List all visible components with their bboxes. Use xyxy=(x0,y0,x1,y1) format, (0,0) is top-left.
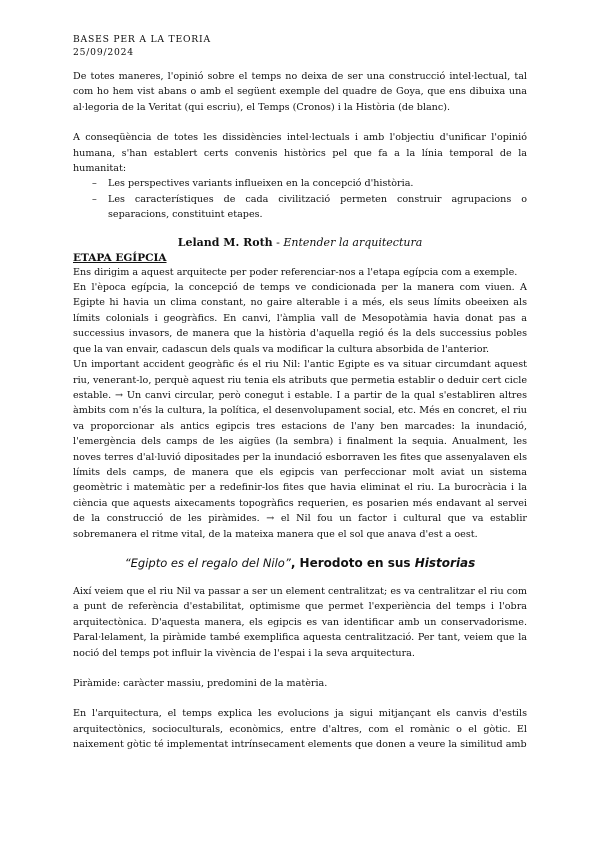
list-item: – Les perspectives variants influeixen en la concepció d'història. xyxy=(92,178,414,190)
body-paragraph-2: Piràmide: caràcter massiu, predomini de la matèria. xyxy=(73,678,328,689)
document-date: 25/09/2024 xyxy=(73,46,134,58)
section-heading: ETAPA EGÍPCIA xyxy=(73,251,167,264)
roth-work: Entender la arquitectura xyxy=(283,235,423,249)
herodoto-quote: “Egipto es el regalo del Nilo” xyxy=(124,555,291,570)
roth-separator: - xyxy=(272,235,284,249)
document-page xyxy=(73,34,527,753)
intro-bullet-list xyxy=(73,176,527,222)
document-title: BASES PER A LA TEORIA xyxy=(73,34,211,45)
body-paragraph-3: En l'arquitectura, el temps explica les evolucions ja sigui mitjançant els canvis d'estils arquitectònics, socioculturals, econòmics, entre d'altres, com el romànic o el gòtic. El naixement gòtic té implementat intrínsecament elements que donen a veure la similitud amb xyxy=(73,708,527,751)
roth-reference xyxy=(73,235,527,251)
herodoto-by: , Herodoto en sus xyxy=(290,555,415,570)
section-paragraph-3: Un important accident geogràfic és el riu Nil: l'antic Egipte es va situar circumdant aquest riu, venerant-lo, perquè aquest riu tenia els atributs que permetia establir o deduir cert cicle estable. → Un canvi circular, però conegut i estable. I a partir de la qual s'establiren altres àmbits com n'és la cultura, la política, el desenvolupament social, etc. Més en concret, el riu va proporcionar als antics egipcis tres estacions de l'any ben marcades: la inundació, l'emergència dels camps de les aigües (la sembra) i finalment la sequia. Anualment, les noves terres d'al·luvió dipositades per la inundació esborraven les fites que assenyalaven els límits dels camps, de manera que els egipcis van perfeccionar molt aviat un sistema geomètric i matemàtic per a redefinir-los fites que havia eliminat el riu. La burocràcia i la ciència que aquests aixecaments topogràfics requerien, es posarien més endavant al servei de la construcció de les piràmides. → el Nil fou un factor i cultural que va establir sobremanera el ritme vital, de la mateixa manera que el sol que anava d'est a oest. xyxy=(73,359,527,540)
section-paragraph-2: En l'època egípcia, la concepció de temps ve condicionada per la manera com viuen. A Egipte hi havia un clima constant, no gaire alterable i a més, els seus límits obeeixen als límits colonials i geogràfics. En canvi, l'àmplia vall de Mesopotàmia havia donat pas a successius invasors, de manera que la història d'aquella regió és la dels successius pobles que la van envair, cadascun dels quals va modificar la cultura absorbida de l'anterior. xyxy=(73,282,527,355)
body-paragraph-1: Així veiem que el riu Nil va passar a ser un element centralitzat; es va centralitzar el riu com a punt de referència d'estabilitat, optimisme que permet l'experiència del temps i l'obra arquitectònica. D'aquesta manera, els egipcis es van identificar amb un conservadorisme. Paral·lelament, la piràmide també exemplifica aquesta centralització. Per tant, veiem que la noció del temps pot influir la vivència de l'espai i la seva arquitectura. xyxy=(73,585,527,659)
herodoto-work: Historias xyxy=(414,555,476,570)
intro-paragraph-2: A conseqüència de totes les dissidències intel·lectuals i amb l'objectiu d'unificar l'opinió humana, s'han establert certs convenis històrics pel que fa a la línia temporal de la humanitat: xyxy=(73,132,527,175)
intro-paragraph-1: De totes maneres, l'opinió sobre el temps no deixa de ser una construcció intel·lectual, tal com ho hem vist abans o amb el següent exemple del quadre de Goya, que ens dibuixa una al·legoria de la Veritat (qui escriu), el Temps (Cronos) i la Història (de blanc). xyxy=(73,71,527,113)
list-item: – Les característiques de cada civilització permeten construir agrupacions o separacions, constituint etapes. xyxy=(92,193,527,221)
section-paragraph-1: Ens dirigim a aquest arquitecte per poder referenciar-nos a l'etapa egípcia com a exemple. xyxy=(73,266,518,278)
roth-author: Leland M. Roth xyxy=(177,235,273,249)
herodoto-quote-line xyxy=(73,554,527,572)
